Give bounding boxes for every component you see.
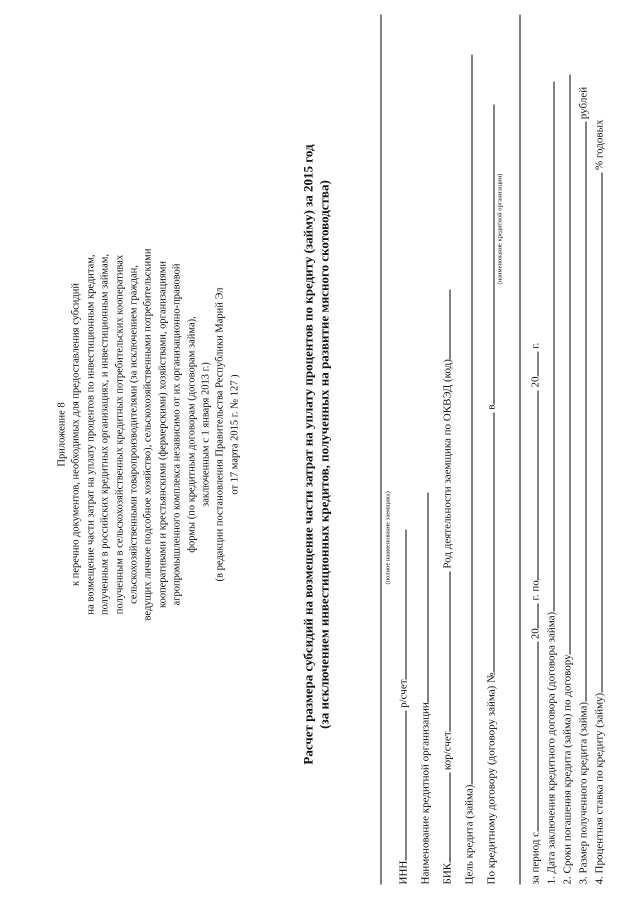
appendix-reference: [56, 135, 243, 735]
item-4-row: [591, 120, 606, 885]
reference-line: полученным в российских кредитных организациях, и инвестиционным займам,: [99, 253, 111, 616]
title-line-2: (за исключением инвестиционных кредитов, полученных на развитие мясного скотоводства): [316, 180, 332, 729]
item-3-unit: рублей: [577, 86, 590, 120]
reference-line: кооперативами и крестьянскими (фермерскими) хозяйствами, организациями: [157, 261, 169, 608]
separator-line: [520, 15, 521, 885]
period-year-end-field[interactable]: [527, 352, 539, 377]
item-4-field[interactable]: [591, 173, 603, 693]
bik-field[interactable]: [439, 773, 451, 863]
item-3-label: 3. Размер полученного кредита (займа): [577, 701, 590, 885]
item-1-label: 1. Дата заключения кредитного договора (договора займа): [545, 611, 558, 885]
account-field[interactable]: [395, 529, 407, 679]
reference-line: формы (по кредитным договорам (договорам займа),: [186, 316, 198, 553]
bank-caption: (наименование кредитной организации): [496, 173, 504, 285]
inn-field[interactable]: [395, 711, 407, 861]
reference-line: к перечню документов, необходимых для предоставления субсидий: [70, 283, 82, 586]
okved-label: Род деятельности заемщика по ОКВЭД (код): [441, 359, 454, 569]
reference-line: агропромышленного комплекса независимо от их организационно-правовой: [171, 263, 183, 606]
appendix-heading: Приложение 8: [56, 402, 68, 467]
period-mid: г. по: [529, 580, 542, 601]
bank-name-label: Наименование кредитной организации: [419, 702, 432, 885]
account-label: р/счет: [397, 679, 410, 708]
period-start-field[interactable]: [527, 642, 539, 832]
title-line-1: Расчет размера субсидий на возмещение части затрат на уплату процентов по кредиту (займу) за 2015 год: [300, 144, 316, 765]
period-end-field[interactable]: [527, 390, 539, 580]
agreement-label: По кредитному договору (договору займа) №: [485, 672, 498, 885]
corr-account-field[interactable]: [439, 571, 451, 731]
period-row: [527, 343, 542, 885]
agreement-row: [483, 105, 498, 885]
inn-row: [395, 529, 410, 884]
bank-field[interactable]: [483, 105, 495, 405]
reference-line: полученным в сельскохозяйственных кредитных потребительских кооперативах: [114, 254, 126, 615]
bank-name-field[interactable]: [417, 492, 429, 702]
item-2-label: 2. Сроки погашения кредита (займа) по договору: [561, 654, 574, 885]
reference-line: (в редакции постановления Правительства Республики Марий Эл: [214, 287, 226, 582]
borrower-name-line[interactable]: [381, 15, 382, 885]
inn-label: ИНН: [397, 860, 410, 885]
period-suffix: г.: [529, 342, 542, 349]
item-3-field[interactable]: [575, 122, 587, 702]
period-year-end: 20: [529, 376, 542, 388]
bank-name-row: [417, 492, 432, 884]
document-page: [1, 0, 640, 905]
item-2-row: [559, 74, 574, 884]
item-4-label: 4. Процентная ставка по кредиту (займу): [593, 692, 606, 885]
purpose-field[interactable]: [461, 55, 473, 785]
corr-account-label: кор/счет: [441, 731, 454, 771]
item-3-row: [575, 87, 590, 885]
item-1-field[interactable]: [543, 82, 555, 612]
item-1-row: [543, 82, 558, 885]
reference-line: заключенным с 1 января 2013 г.): [200, 362, 212, 507]
bik-row: [439, 289, 454, 884]
reference-line: сельскохозяйственными товаропроизводителями (за исключением граждан,: [128, 265, 140, 604]
bik-label: БИК: [441, 862, 454, 885]
period-year-start: 20: [529, 628, 542, 640]
borrower-caption: (полное наименование заемщика): [384, 491, 392, 585]
reference-line: от 17 марта 2015 г. № 127 ): [229, 374, 241, 495]
purpose-row: [461, 55, 476, 885]
reference-line: на возмещение части затрат на уплату процентов по инвестиционным кредитам,: [85, 254, 97, 615]
document-title: [301, 25, 333, 885]
okved-field[interactable]: [439, 289, 451, 359]
period-prefix: за период с: [529, 831, 542, 885]
item-4-unit: % годовых: [593, 119, 606, 171]
purpose-label: Цель кредита (займа): [463, 784, 476, 885]
reference-line: ведущих личное подсобное хозяйство), сельскохозяйственными потребительскими: [142, 248, 154, 621]
in-label: в: [485, 404, 498, 410]
period-year-start-field[interactable]: [527, 603, 539, 628]
agreement-number-field[interactable]: [483, 412, 495, 672]
item-2-field[interactable]: [559, 74, 571, 654]
